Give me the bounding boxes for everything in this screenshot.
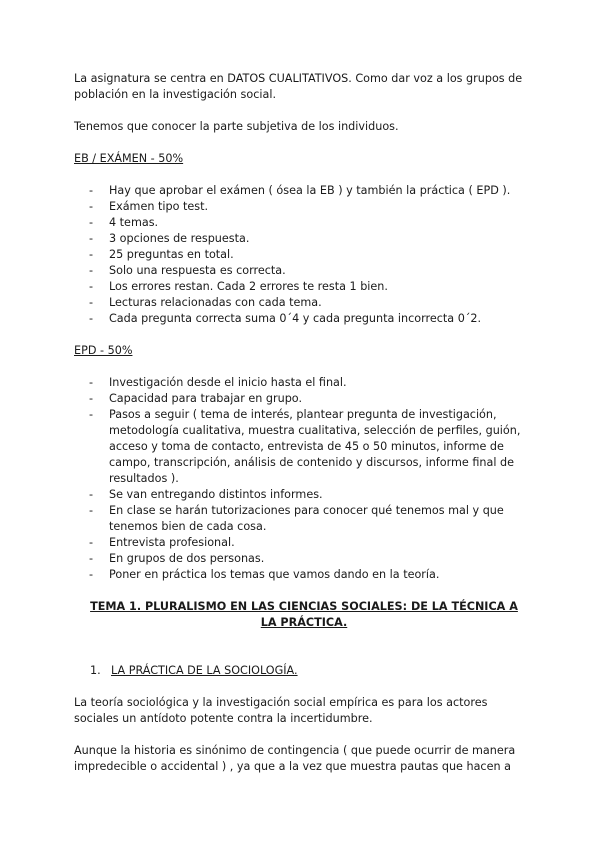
- section-1-title: LA PRÁCTICA DE LA SOCIOLOGÍA.: [111, 664, 298, 677]
- section-1-paragraph-2: Aunque la historia es sinónimo de contingencia ( que puede ocurrir de manera impredecible o accidental ) , ya que a la vez que muestra pautas que hacen a: [74, 744, 516, 773]
- epd-heading: EPD - 50%: [74, 344, 133, 357]
- list-item: - Poner en práctica los temas que vamos dando en la teoría.: [74, 567, 534, 583]
- list-item: - Se van entregando distintos informes.: [74, 487, 534, 503]
- list-item: - Capacidad para trabajar en grupo.: [74, 391, 534, 407]
- intro-paragraph-1: La asignatura se centra en DATOS CUALITATIVOS. Como dar voz a los grupos de población en la investigación social.: [74, 72, 523, 101]
- list-item: - Cada pregunta correcta suma 0´4 y cada pregunta incorrecta 0´2.: [74, 311, 534, 327]
- list-item: - Exámen tipo test.: [74, 199, 534, 215]
- eb-list: [74, 183, 534, 327]
- list-item: - Lecturas relacionadas con cada tema.: [74, 295, 534, 311]
- list-item: - En grupos de dos personas.: [74, 551, 534, 567]
- list-item: - Pasos a seguir ( tema de interés, plantear pregunta de investigación, metodología cualitativa, muestra cualitativa, selección de perfiles, guión, acceso y toma de contacto, entrevista de 45 o 50 minutos, informe de campo, transcripción, análisis de contenido y discursos, informe final de resultados ).: [74, 407, 534, 487]
- list-item: - 3 opciones de respuesta.: [74, 231, 534, 247]
- list-item: - Solo una respuesta es correcta.: [74, 263, 534, 279]
- list-item: - Investigación desde el inicio hasta el final.: [74, 375, 534, 391]
- list-item: - Hay que aprobar el exámen ( ósea la EB ) y también la práctica ( EPD ).: [74, 183, 534, 199]
- document-page: [74, 71, 534, 791]
- tema-title: TEMA 1. PLURALISMO EN LAS CIENCIAS SOCIALES: DE LA TÉCNICA A LA PRÁCTICA.: [90, 600, 518, 629]
- intro-paragraph-2: Tenemos que conocer la parte subjetiva de los individuos.: [74, 120, 399, 133]
- eb-heading: EB / EXÁMEN - 50%: [74, 152, 184, 165]
- list-item: - Entrevista profesional.: [74, 535, 534, 551]
- section-1-paragraph-1: La teoría sociológica y la investigación social empírica es para los actores sociales un antídoto potente contra la incertidumbre.: [74, 696, 488, 725]
- section-1-number: 1.: [90, 664, 101, 677]
- list-item: - 4 temas.: [74, 215, 534, 231]
- section-1-heading: [74, 663, 534, 679]
- list-item: - 25 preguntas en total.: [74, 247, 534, 263]
- list-item: - Los errores restan. Cada 2 errores te resta 1 bien.: [74, 279, 534, 295]
- epd-list: [74, 375, 534, 583]
- list-item: - En clase se harán tutorizaciones para conocer qué tenemos mal y que tenemos bien de cada cosa.: [74, 503, 534, 535]
